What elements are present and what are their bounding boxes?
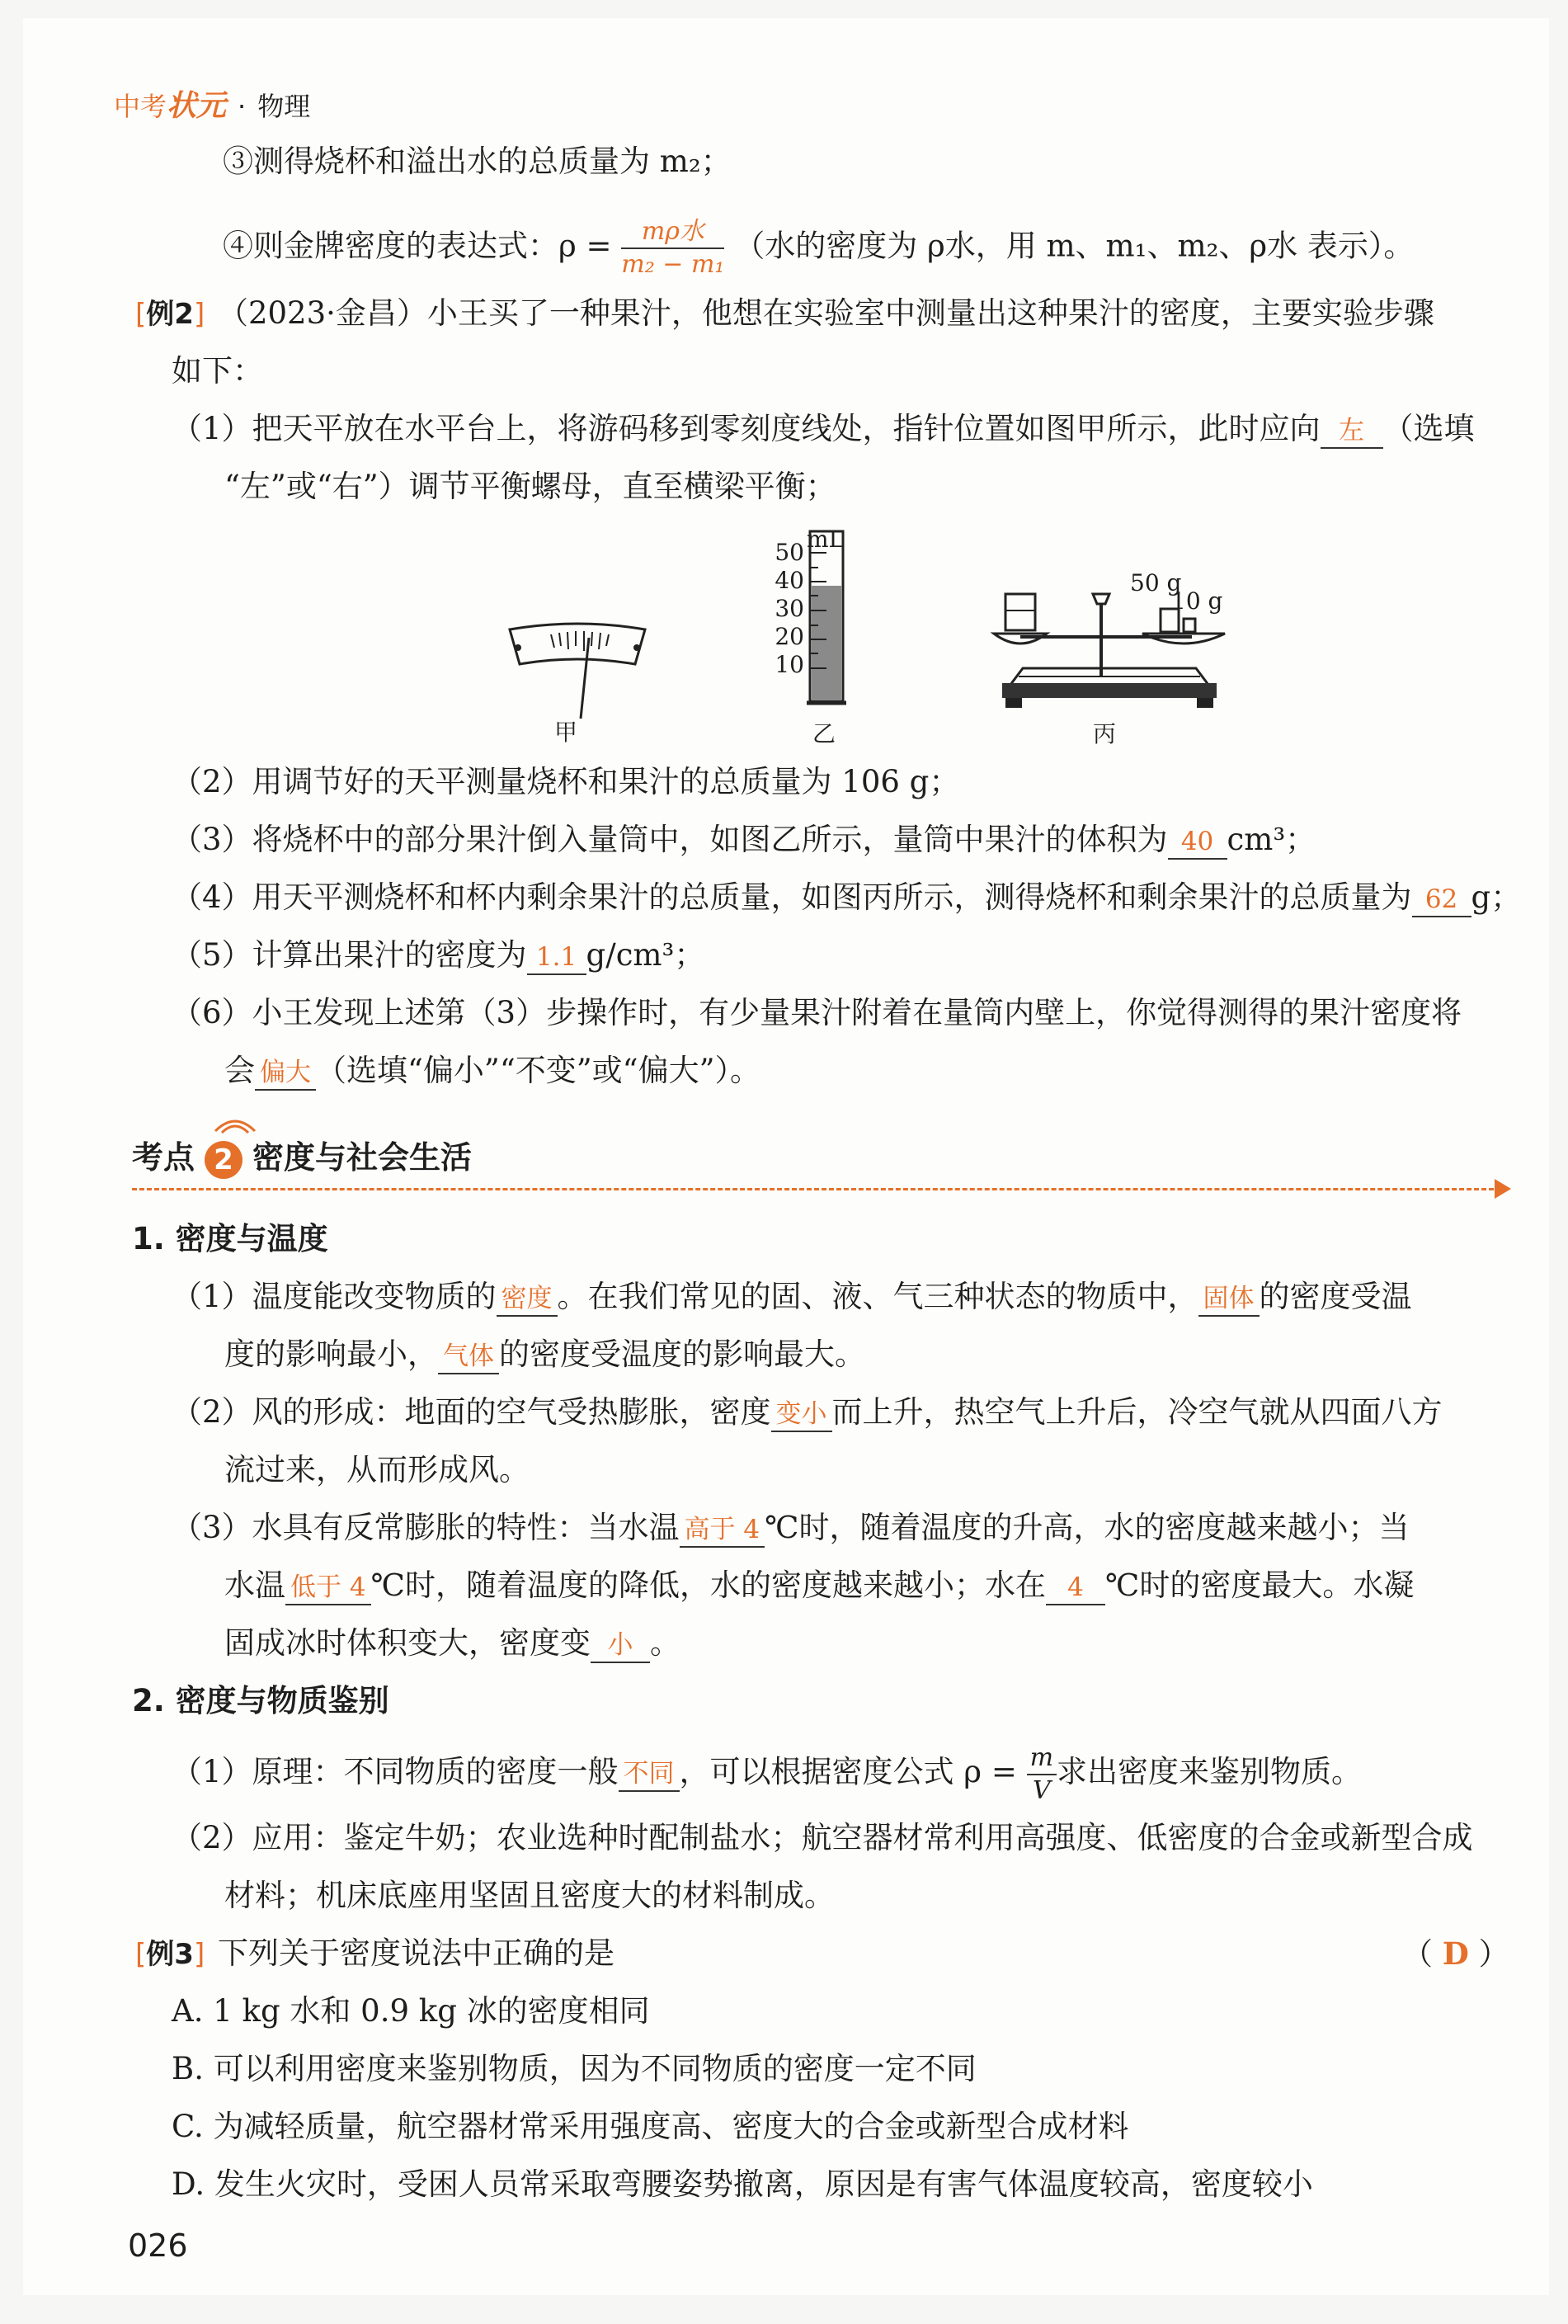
u1-text-b: ，可以根据密度公式 ρ = <box>679 1754 1017 1789</box>
step4-prefix: ④则金牌密度的表达式：ρ = <box>223 228 612 264</box>
answer-t1-solid: 固体 <box>1198 1282 1260 1317</box>
t3-text-b: ℃时，随着温度的升高，水的密度越来越小；当 <box>765 1510 1410 1545</box>
answer-t2: 变小 <box>771 1398 832 1432</box>
t2-text-b: 而上升，热空气上升后，冷空气就从四面八方 <box>831 1394 1443 1430</box>
step1-line <box>172 409 1475 449</box>
answer-t3-small: 小 <box>591 1629 650 1663</box>
step5-unit: g/cm³； <box>586 937 705 973</box>
answer-t3-4: 4 <box>1046 1571 1105 1605</box>
formula-denominator: m₂ − m₁ <box>621 250 725 279</box>
subheading-density-temperature: 1. 密度与温度 <box>132 1221 328 1256</box>
option-a: A. 1 kg 水和 0.9 kg 冰的密度相同 <box>172 1993 650 2029</box>
header-dot: · <box>238 91 247 122</box>
t3-text-e: ℃时的密度最大。水凝 <box>1104 1567 1415 1603</box>
header-brand <box>114 82 310 125</box>
section-number: 2 <box>205 1141 242 1179</box>
step4b-line <box>172 878 1521 917</box>
answer-t1-density: 密度 <box>497 1282 558 1317</box>
u1-text-a: （1）原理：不同物质的密度一般 <box>172 1754 619 1789</box>
step3-line: ③测得烧杯和溢出水的总质量为 m₂； <box>223 144 732 179</box>
t1-text-c: 的密度受温 <box>1259 1279 1412 1314</box>
t3-text-d: ℃时，随着温度的降低，水的密度越来越小；水在 <box>370 1567 1046 1603</box>
step3b-unit: cm³； <box>1227 822 1316 857</box>
step3b-text: （3）将烧杯中的部分果汁倒入量筒中，如图乙所示，量筒中果汁的体积为 <box>172 822 1168 857</box>
ident-item2-line: （2）应用：鉴定牛奶；农业选种时配制盐水；航空器材常利用高强度、低密度的合金或新型合成 <box>172 1820 1473 1855</box>
option-b: B. 可以利用密度来鉴别物质，因为不同物质的密度一定不同 <box>172 2051 977 2086</box>
example2-intro: （2023·金昌）小王买了一种果汁，他想在实验室中测量出这种果汁的密度，主要实验步骤 <box>217 295 1434 331</box>
cyl-tick-10: 10 <box>775 651 804 678</box>
temp-item2-line-2: 流过来，从而形成风。 <box>224 1452 530 1487</box>
option-c: C. 为减轻质量，航空器材常采用强度高、密度大的合金或新型合成材料 <box>172 2109 1129 2144</box>
step4-line <box>223 216 1414 280</box>
step4b-text: （4）用天平测烧杯和杯内剩余果汁的总质量，如图丙所示，测得烧杯和剩余果汁的总质量为 <box>172 879 1412 915</box>
cylinder-unit: mL <box>807 526 845 553</box>
t1-text-d: 度的影响最小， <box>224 1336 438 1372</box>
answer-volume: 40 <box>1168 825 1227 860</box>
step4-suffix: （水的密度为 ρ水，用 m、m₁、m₂、ρ水 表示）。 <box>734 228 1415 264</box>
t3-text-a: （3）水具有反常膨胀的特性：当水温 <box>172 1510 680 1545</box>
step6-text-c: （选填“偏小”“不变”或“偏大”）。 <box>316 1053 760 1088</box>
formula-m: m <box>1027 1742 1057 1775</box>
step6-line: （6）小王发现上述第（3）步操作时，有少量果汁附着在量筒内壁上，你觉得测得的果汁密度将 <box>172 995 1462 1030</box>
brand-zhuangyuan: 状元 <box>167 89 227 123</box>
section-label: 考点 <box>132 1139 195 1176</box>
cyl-tick-50: 50 <box>775 539 804 566</box>
temp-item1-line <box>172 1277 1412 1317</box>
t3-text-g: 。 <box>650 1625 680 1661</box>
t2-text-a: （2）风的形成：地面的空气受热膨胀，密度 <box>172 1394 771 1430</box>
answer-step1: 左 <box>1321 414 1383 449</box>
step6-line-2 <box>224 1051 760 1091</box>
temp-item3-line-3 <box>224 1624 680 1663</box>
ident-item1-line <box>172 1739 1362 1807</box>
example2-tag: [例2] <box>135 298 205 331</box>
t1-text-e: 的密度受温度的影响最大。 <box>499 1336 865 1372</box>
figure-label-bing: 丙 <box>1093 720 1117 747</box>
answer-t3-above4: 高于 4 <box>680 1513 765 1548</box>
answer-u1: 不同 <box>619 1757 680 1792</box>
graduated-cylinder-figure <box>807 528 873 709</box>
example3-question: 下列关于密度说法中正确的是 <box>217 1935 614 1971</box>
step4b-unit: g； <box>1471 879 1522 915</box>
example3-answer: （ D ） <box>1402 1935 1509 1972</box>
figure-label-jia: 甲 <box>554 719 578 746</box>
u1-text-c: 求出密度来鉴别物质。 <box>1057 1754 1363 1789</box>
section-title: 密度与社会生活 <box>252 1139 473 1176</box>
step5-text: （5）计算出果汁的密度为 <box>172 937 527 973</box>
cylinder-scale <box>771 539 804 679</box>
subject-label: 物理 <box>257 91 311 122</box>
section-heading <box>132 1132 472 1179</box>
temp-item1-line-2 <box>224 1335 865 1374</box>
section-divider <box>132 1188 1501 1190</box>
density-formula-m-over-v <box>1027 1742 1057 1807</box>
step5-line <box>172 936 704 975</box>
answer-mass: 62 <box>1412 883 1471 917</box>
temp-item3-line <box>172 1508 1410 1548</box>
balance-pointer-figure <box>503 615 652 730</box>
step1-text-b: （选填 <box>1382 411 1475 446</box>
formula-v: V <box>1032 1775 1051 1805</box>
brand-zhongkao: 中考 <box>114 91 167 122</box>
step2-line: （2）用调节好的天平测量烧杯和果汁的总质量为 106 g； <box>172 764 960 799</box>
ident-item2-line-2: 材料；机床底座用坚固且密度大的材料制成。 <box>224 1878 835 1913</box>
step1-line-2: “左”或“右”）调节平衡螺母，直至横梁平衡； <box>224 469 836 504</box>
temp-item3-line-2 <box>224 1566 1414 1605</box>
cyl-tick-20: 20 <box>775 623 804 650</box>
weight-50g: 50 g <box>1130 569 1182 596</box>
figure-label-yi: 乙 <box>812 720 836 747</box>
step6-text-b: 会 <box>224 1053 255 1088</box>
example3-answer-value: D <box>1442 1935 1469 1972</box>
t3-text-c: 水温 <box>224 1567 285 1603</box>
page-number: 026 <box>128 2227 188 2264</box>
weight-10g: 10 g <box>1171 587 1223 615</box>
answer-t3-below4: 低于 4 <box>285 1571 371 1605</box>
example2-intro-2: 如下： <box>172 353 263 389</box>
t1-text-b: 。在我们常见的固、液、气三种状态的物质中， <box>557 1279 1198 1314</box>
cyl-tick-30: 30 <box>775 595 804 622</box>
cyl-tick-40: 40 <box>775 567 804 594</box>
signal-icon <box>210 1110 260 1134</box>
balance-scale-figure <box>986 577 1250 714</box>
t3-text-f: 固成冰时体积变大，密度变 <box>224 1625 591 1661</box>
example2-intro-line <box>132 294 1434 334</box>
density-formula-fraction <box>621 216 724 280</box>
answer-t1-gas: 气体 <box>438 1340 499 1374</box>
arrow-right-icon <box>1495 1179 1511 1199</box>
step3b-line <box>172 820 1316 860</box>
example3-question-line <box>132 1934 614 1974</box>
subheading-density-identification: 2. 密度与物质鉴别 <box>132 1683 389 1718</box>
answer-bias: 偏大 <box>255 1056 316 1091</box>
example3-tag: [例3] <box>135 1938 205 1971</box>
option-d: D. 发生火灾时，受困人员常采取弯腰姿势撤离，原因是有害气体温度较高，密度较小 <box>172 2166 1313 2202</box>
t1-text-a: （1）温度能改变物质的 <box>172 1279 497 1314</box>
temp-item2-line <box>172 1393 1443 1432</box>
answer-density: 1.1 <box>527 940 586 975</box>
formula-numerator: mρ水 <box>621 216 724 249</box>
step1-text: （1）把天平放在水平台上，将游码移到零刻度线处，指针位置如图甲所示，此时应向 <box>172 411 1321 446</box>
